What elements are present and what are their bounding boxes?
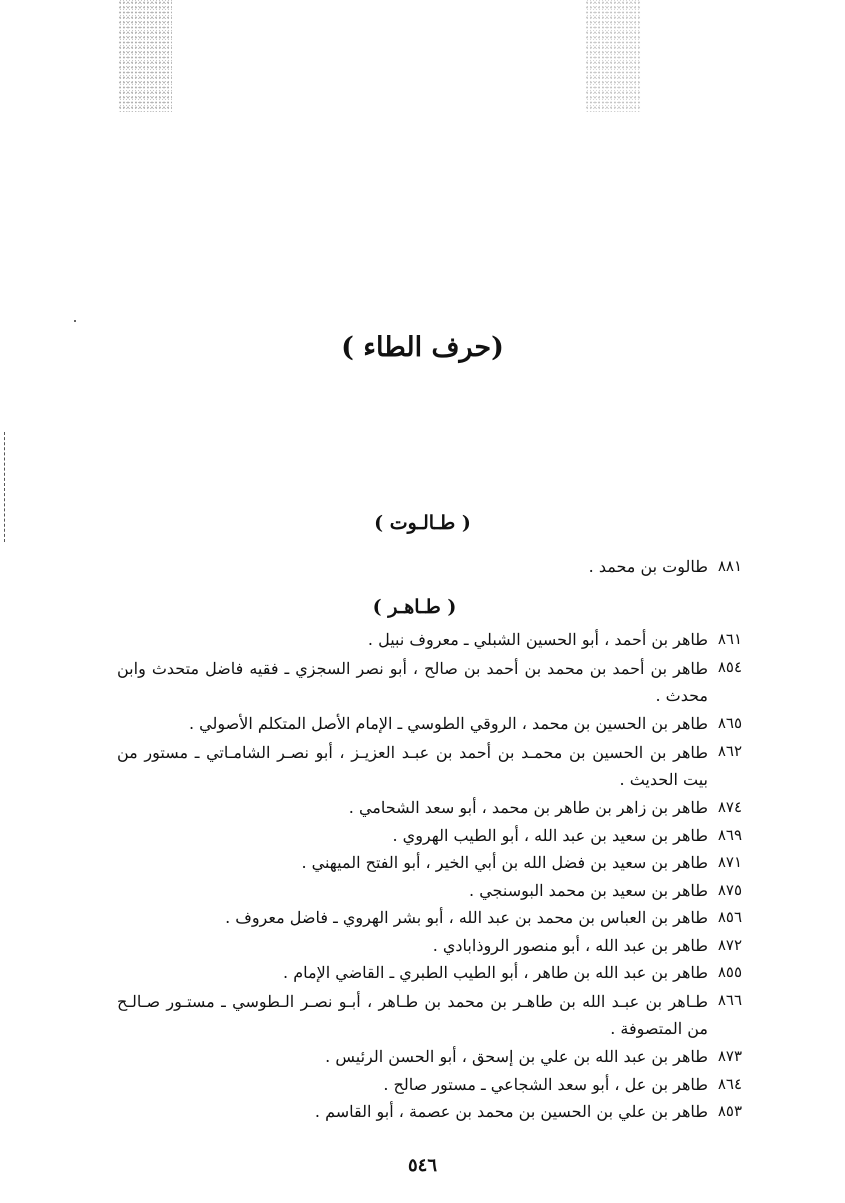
list-item [117, 1044, 742, 1069]
entry-number: ٨٦٢ [717, 741, 742, 760]
entry-text: طاهر بن أحمد ، أبو الحسين الشبلي ـ معروف نبيل . [367, 630, 708, 649]
list-item [117, 554, 742, 579]
list-item [117, 988, 742, 1042]
page-number: ٥٤٦ [407, 1155, 437, 1176]
entry-number: ٨٥٦ [717, 908, 742, 926]
entry-text: طاهر بن الحسين بن محمد ، الروقي الطوسي ـ الإمام الأصل المتكلم الأصولي . [189, 714, 708, 733]
entry-list-talut [117, 554, 742, 582]
entry-text: طاهر بن أحمد بن محمد بن أحمد بن صالح ، أبو نصر السجزي ـ فقيه فاضل متحدث وابن محدث . [117, 658, 709, 705]
scan-speckle-right [585, 0, 641, 112]
list-item [117, 850, 742, 875]
entry-number: ٨٦٩ [717, 825, 742, 844]
list-item [117, 960, 742, 985]
entry-text: طالوت بن محمد . [588, 557, 708, 576]
entry-number: ٨٧٢ [717, 935, 742, 954]
entry-text: طاهر بن زاهر بن طاهر بن محمد ، أبو سعد الشحامي . [348, 798, 708, 817]
list-item [117, 823, 742, 848]
section-heading-talut: ( طـالـوت ) [374, 512, 471, 534]
entry-number: ٨٦٤ [717, 1074, 742, 1093]
entry-list-taher [117, 627, 742, 1127]
entry-number: ٨٧٣ [717, 1047, 742, 1065]
list-item [117, 739, 742, 793]
list-item [117, 655, 742, 709]
entry-text: طاهر بن عبد الله بن طاهر ، أبو الطيب الطبري ـ القاضي الإمام . [283, 963, 708, 982]
scan-speckle-left [118, 0, 172, 112]
entry-text: طاهر بن العباس بن محمد بن عبد الله ، أبو بشر الهروي ـ فاضل معروف . [225, 908, 708, 927]
list-item [117, 905, 742, 930]
list-item [117, 878, 742, 903]
list-item [117, 795, 742, 820]
entry-text: طاهر بن سعيد بن عبد الله ، أبو الطيب الهروي . [392, 825, 708, 845]
entry-number: ٨٧٤ [717, 798, 742, 816]
entry-text: طاهر بن سعيد بن فضل الله بن أبي الخير ، أبو الفتح الميهني . [301, 853, 708, 872]
entry-text: طاهر بن علي بن الحسين بن محمد بن عصمة ، أبو القاسم . [314, 1102, 708, 1121]
list-item [117, 1099, 742, 1124]
entry-number: ٨٨١ [717, 557, 742, 575]
entry-number: ٨٥٤ [717, 657, 742, 676]
list-item [117, 933, 742, 958]
entry-number: ٨٦٥ [717, 714, 742, 732]
entry-number: ٨٧٥ [717, 880, 742, 899]
entry-number: ٨٥٥ [717, 963, 742, 981]
entry-text: طاهر بن عبد الله ، أبو منصور الروذابادي . [432, 935, 708, 955]
entry-text: طاهر بن الحسين بن محمـد بن أحمد بن عبـد العزيـز ، أبو نصـر الشامـاتي ـ مستور من بيت الحديث . [117, 742, 708, 789]
entry-number: ٨٦٦ [717, 990, 742, 1009]
list-item [117, 1072, 742, 1097]
entry-text: طـاهر بن عبـد الله بن طاهـر بن محمد بن طـاهر ، أبـو نصـر الـطوسي ـ مستـور صـالـح من المتصوفة . [117, 991, 708, 1038]
scan-dot-mark [74, 320, 76, 322]
entry-text: طاهر بن سعيد بن محمد البوسنجي . [469, 880, 708, 900]
entry-number: ٨٦١ [717, 630, 742, 648]
entry-number: ٨٧١ [717, 853, 742, 871]
list-item [117, 711, 742, 736]
section-heading-taher: ( طـاهـر ) [372, 596, 457, 618]
list-item [117, 627, 742, 652]
chapter-title: (حرف الطاء ) [341, 332, 504, 363]
entry-number: ٨٥٣ [717, 1102, 742, 1120]
entry-text: طاهر بن عل ، أبو سعد الشجاعي ـ مستور صالح . [383, 1074, 708, 1094]
entry-text: طاهر بن عبد الله بن علي بن إسحق ، أبو الحسن الرئيس . [325, 1047, 708, 1066]
